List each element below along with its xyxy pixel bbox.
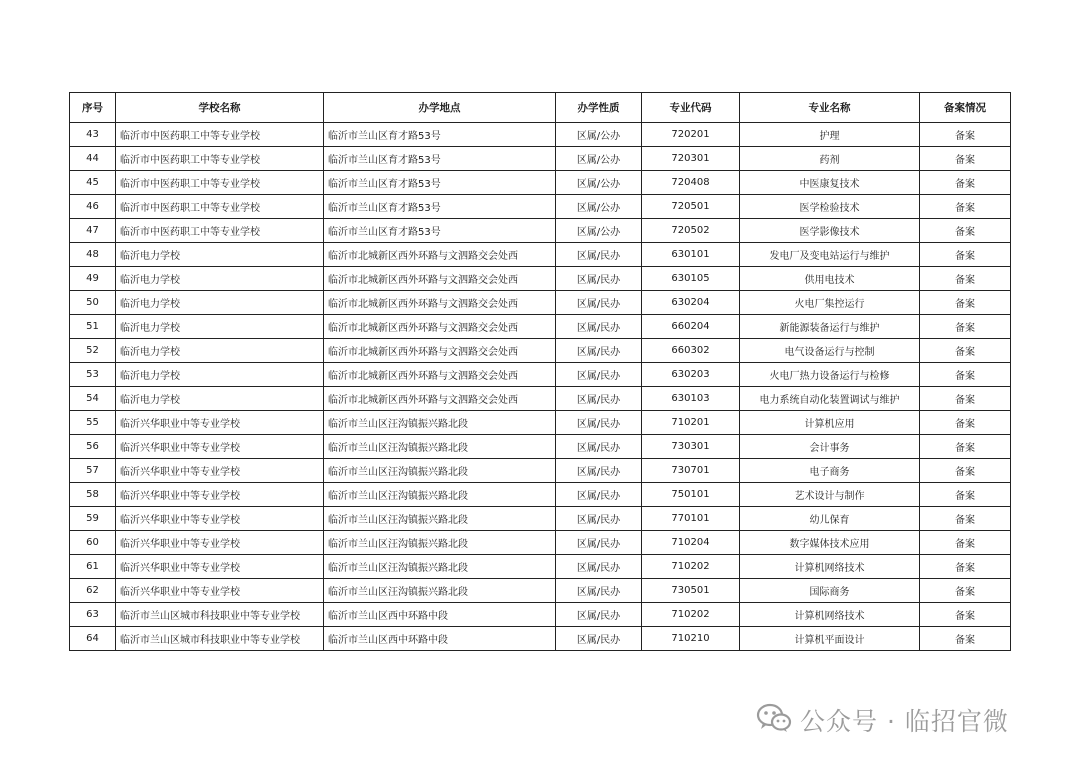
- cell-major-code: 750101: [642, 483, 740, 507]
- cell-location: 临沂市北城新区西外环路与文泗路交会处西: [324, 267, 556, 291]
- cell-ownership: 区属/民办: [556, 339, 642, 363]
- cell-location: 临沂市兰山区西中环路中段: [324, 627, 556, 651]
- table-row: [70, 603, 1011, 627]
- cell-index: 59: [70, 507, 116, 531]
- cell-major-code: 730701: [642, 459, 740, 483]
- cell-school-name: 临沂市中医药职工中等专业学校: [116, 219, 324, 243]
- cell-school-name: 临沂市兰山区城市科技职业中等专业学校: [116, 627, 324, 651]
- cell-ownership: 区属/民办: [556, 363, 642, 387]
- cell-major-name: 药剂: [740, 147, 920, 171]
- cell-location: 临沂市兰山区汪沟镇振兴路北段: [324, 555, 556, 579]
- cell-location: 临沂市兰山区育才路53号: [324, 147, 556, 171]
- cell-major-name: 计算机网络技术: [740, 555, 920, 579]
- cell-filing-status: 备案: [920, 459, 1011, 483]
- school-major-table: [69, 92, 1011, 651]
- cell-ownership: 区属/民办: [556, 507, 642, 531]
- cell-major-code: 630105: [642, 267, 740, 291]
- cell-school-name: 临沂电力学校: [116, 267, 324, 291]
- cell-ownership: 区属/民办: [556, 243, 642, 267]
- cell-school-name: 临沂电力学校: [116, 387, 324, 411]
- cell-ownership: 区属/民办: [556, 411, 642, 435]
- cell-location: 临沂市兰山区汪沟镇振兴路北段: [324, 507, 556, 531]
- cell-location: 临沂市兰山区汪沟镇振兴路北段: [324, 435, 556, 459]
- cell-index: 64: [70, 627, 116, 651]
- cell-school-name: 临沂兴华职业中等专业学校: [116, 459, 324, 483]
- cell-major-name: 会计事务: [740, 435, 920, 459]
- cell-location: 临沂市北城新区西外环路与文泗路交会处西: [324, 339, 556, 363]
- cell-index: 44: [70, 147, 116, 171]
- table-row: [70, 507, 1011, 531]
- cell-ownership: 区属/民办: [556, 579, 642, 603]
- header-location: 办学地点: [324, 93, 556, 123]
- cell-major-name: 计算机网络技术: [740, 603, 920, 627]
- cell-index: 60: [70, 531, 116, 555]
- cell-major-code: 720501: [642, 195, 740, 219]
- cell-filing-status: 备案: [920, 147, 1011, 171]
- cell-location: 临沂市北城新区西外环路与文泗路交会处西: [324, 315, 556, 339]
- cell-school-name: 临沂市兰山区城市科技职业中等专业学校: [116, 603, 324, 627]
- cell-ownership: 区属/民办: [556, 315, 642, 339]
- table-row: [70, 387, 1011, 411]
- cell-major-code: 660204: [642, 315, 740, 339]
- cell-location: 临沂市兰山区汪沟镇振兴路北段: [324, 411, 556, 435]
- cell-ownership: 区属/民办: [556, 291, 642, 315]
- cell-filing-status: 备案: [920, 435, 1011, 459]
- cell-index: 48: [70, 243, 116, 267]
- cell-major-code: 720201: [642, 123, 740, 147]
- cell-index: 55: [70, 411, 116, 435]
- cell-filing-status: 备案: [920, 603, 1011, 627]
- cell-index: 52: [70, 339, 116, 363]
- table-header-row: [70, 93, 1011, 123]
- table-row: [70, 363, 1011, 387]
- cell-major-code: 630204: [642, 291, 740, 315]
- cell-filing-status: 备案: [920, 555, 1011, 579]
- cell-ownership: 区属/公办: [556, 147, 642, 171]
- cell-major-code: 710201: [642, 411, 740, 435]
- cell-location: 临沂市兰山区育才路53号: [324, 195, 556, 219]
- cell-index: 46: [70, 195, 116, 219]
- cell-location: 临沂市北城新区西外环路与文泗路交会处西: [324, 243, 556, 267]
- table-row: [70, 267, 1011, 291]
- cell-filing-status: 备案: [920, 243, 1011, 267]
- cell-location: 临沂市北城新区西外环路与文泗路交会处西: [324, 291, 556, 315]
- cell-index: 58: [70, 483, 116, 507]
- cell-index: 54: [70, 387, 116, 411]
- cell-ownership: 区属/民办: [556, 555, 642, 579]
- cell-ownership: 区属/民办: [556, 267, 642, 291]
- cell-school-name: 临沂电力学校: [116, 339, 324, 363]
- table-row: [70, 123, 1011, 147]
- cell-major-code: 710202: [642, 603, 740, 627]
- cell-major-name: 火电厂热力设备运行与检修: [740, 363, 920, 387]
- cell-school-name: 临沂市中医药职工中等专业学校: [116, 195, 324, 219]
- table-row: [70, 459, 1011, 483]
- header-major-code: 专业代码: [642, 93, 740, 123]
- table-row: [70, 315, 1011, 339]
- table-row: [70, 195, 1011, 219]
- cell-major-name: 计算机平面设计: [740, 627, 920, 651]
- cell-major-code: 660302: [642, 339, 740, 363]
- cell-filing-status: 备案: [920, 411, 1011, 435]
- cell-location: 临沂市兰山区汪沟镇振兴路北段: [324, 531, 556, 555]
- cell-school-name: 临沂市中医药职工中等专业学校: [116, 123, 324, 147]
- watermark: [756, 702, 1009, 738]
- cell-major-name: 幼儿保育: [740, 507, 920, 531]
- cell-major-name: 计算机应用: [740, 411, 920, 435]
- cell-index: 50: [70, 291, 116, 315]
- table-row: [70, 171, 1011, 195]
- table-row: [70, 147, 1011, 171]
- cell-location: 临沂市兰山区育才路53号: [324, 219, 556, 243]
- cell-major-name: 供用电技术: [740, 267, 920, 291]
- cell-location: 临沂市兰山区汪沟镇振兴路北段: [324, 459, 556, 483]
- cell-school-name: 临沂兴华职业中等专业学校: [116, 411, 324, 435]
- cell-ownership: 区属/民办: [556, 387, 642, 411]
- cell-major-name: 医学检验技术: [740, 195, 920, 219]
- cell-major-name: 国际商务: [740, 579, 920, 603]
- cell-filing-status: 备案: [920, 507, 1011, 531]
- cell-major-name: 发电厂及变电站运行与维护: [740, 243, 920, 267]
- table-row: [70, 411, 1011, 435]
- cell-index: 62: [70, 579, 116, 603]
- table-row: [70, 219, 1011, 243]
- cell-major-code: 770101: [642, 507, 740, 531]
- table-row: [70, 579, 1011, 603]
- cell-index: 45: [70, 171, 116, 195]
- cell-major-code: 710202: [642, 555, 740, 579]
- cell-major-name: 火电厂集控运行: [740, 291, 920, 315]
- cell-location: 临沂市兰山区育才路53号: [324, 171, 556, 195]
- cell-ownership: 区属/民办: [556, 603, 642, 627]
- cell-major-code: 720301: [642, 147, 740, 171]
- cell-filing-status: 备案: [920, 195, 1011, 219]
- cell-filing-status: 备案: [920, 579, 1011, 603]
- table-row: [70, 435, 1011, 459]
- cell-major-code: 710210: [642, 627, 740, 651]
- cell-school-name: 临沂市中医药职工中等专业学校: [116, 147, 324, 171]
- cell-location: 临沂市兰山区西中环路中段: [324, 603, 556, 627]
- cell-filing-status: 备案: [920, 531, 1011, 555]
- cell-filing-status: 备案: [920, 627, 1011, 651]
- cell-index: 51: [70, 315, 116, 339]
- watermark-text: 公众号 · 临招官微: [800, 707, 1009, 736]
- cell-major-code: 630203: [642, 363, 740, 387]
- cell-ownership: 区属/民办: [556, 531, 642, 555]
- cell-filing-status: 备案: [920, 219, 1011, 243]
- cell-school-name: 临沂兴华职业中等专业学校: [116, 435, 324, 459]
- cell-school-name: 临沂兴华职业中等专业学校: [116, 555, 324, 579]
- cell-ownership: 区属/公办: [556, 219, 642, 243]
- cell-major-code: 720502: [642, 219, 740, 243]
- cell-filing-status: 备案: [920, 171, 1011, 195]
- cell-ownership: 区属/民办: [556, 627, 642, 651]
- table-row: [70, 291, 1011, 315]
- cell-major-code: 710204: [642, 531, 740, 555]
- cell-major-code: 720408: [642, 171, 740, 195]
- registration-sheet: [69, 92, 1011, 651]
- cell-school-name: 临沂电力学校: [116, 363, 324, 387]
- table-row: [70, 555, 1011, 579]
- cell-filing-status: 备案: [920, 363, 1011, 387]
- cell-school-name: 临沂电力学校: [116, 243, 324, 267]
- header-filing-status: 备案情况: [920, 93, 1011, 123]
- cell-index: 56: [70, 435, 116, 459]
- header-index: 序号: [70, 93, 116, 123]
- cell-ownership: 区属/民办: [556, 483, 642, 507]
- cell-school-name: 临沂兴华职业中等专业学校: [116, 531, 324, 555]
- cell-filing-status: 备案: [920, 387, 1011, 411]
- cell-index: 43: [70, 123, 116, 147]
- cell-major-name: 电力系统自动化装置调试与维护: [740, 387, 920, 411]
- cell-location: 临沂市兰山区汪沟镇振兴路北段: [324, 483, 556, 507]
- cell-ownership: 区属/公办: [556, 171, 642, 195]
- cell-ownership: 区属/民办: [556, 459, 642, 483]
- cell-school-name: 临沂兴华职业中等专业学校: [116, 579, 324, 603]
- cell-major-name: 艺术设计与制作: [740, 483, 920, 507]
- table-row: [70, 243, 1011, 267]
- header-school-name: 学校名称: [116, 93, 324, 123]
- cell-location: 临沂市兰山区汪沟镇振兴路北段: [324, 579, 556, 603]
- cell-major-code: 730501: [642, 579, 740, 603]
- cell-location: 临沂市兰山区育才路53号: [324, 123, 556, 147]
- cell-filing-status: 备案: [920, 339, 1011, 363]
- cell-major-code: 730301: [642, 435, 740, 459]
- table-row: [70, 627, 1011, 651]
- cell-index: 49: [70, 267, 116, 291]
- cell-index: 61: [70, 555, 116, 579]
- table-row: [70, 531, 1011, 555]
- cell-major-name: 护理: [740, 123, 920, 147]
- cell-school-name: 临沂市中医药职工中等专业学校: [116, 171, 324, 195]
- table-body: [70, 123, 1011, 651]
- cell-ownership: 区属/公办: [556, 195, 642, 219]
- cell-filing-status: 备案: [920, 315, 1011, 339]
- cell-filing-status: 备案: [920, 291, 1011, 315]
- header-ownership: 办学性质: [556, 93, 642, 123]
- cell-school-name: 临沂兴华职业中等专业学校: [116, 507, 324, 531]
- cell-ownership: 区属/公办: [556, 123, 642, 147]
- cell-school-name: 临沂电力学校: [116, 291, 324, 315]
- cell-ownership: 区属/民办: [556, 435, 642, 459]
- cell-location: 临沂市北城新区西外环路与文泗路交会处西: [324, 387, 556, 411]
- header-major-name: 专业名称: [740, 93, 920, 123]
- table-row: [70, 339, 1011, 363]
- cell-index: 53: [70, 363, 116, 387]
- cell-filing-status: 备案: [920, 267, 1011, 291]
- table-row: [70, 483, 1011, 507]
- cell-major-name: 电气设备运行与控制: [740, 339, 920, 363]
- cell-major-name: 电子商务: [740, 459, 920, 483]
- cell-filing-status: 备案: [920, 483, 1011, 507]
- cell-major-code: 630103: [642, 387, 740, 411]
- cell-major-name: 中医康复技术: [740, 171, 920, 195]
- cell-major-name: 新能源装备运行与维护: [740, 315, 920, 339]
- cell-school-name: 临沂兴华职业中等专业学校: [116, 483, 324, 507]
- cell-filing-status: 备案: [920, 123, 1011, 147]
- cell-index: 57: [70, 459, 116, 483]
- cell-major-code: 630101: [642, 243, 740, 267]
- cell-index: 63: [70, 603, 116, 627]
- cell-major-name: 医学影像技术: [740, 219, 920, 243]
- cell-index: 47: [70, 219, 116, 243]
- cell-major-name: 数字媒体技术应用: [740, 531, 920, 555]
- cell-location: 临沂市北城新区西外环路与文泗路交会处西: [324, 363, 556, 387]
- wechat-icon: [756, 703, 792, 737]
- cell-school-name: 临沂电力学校: [116, 315, 324, 339]
